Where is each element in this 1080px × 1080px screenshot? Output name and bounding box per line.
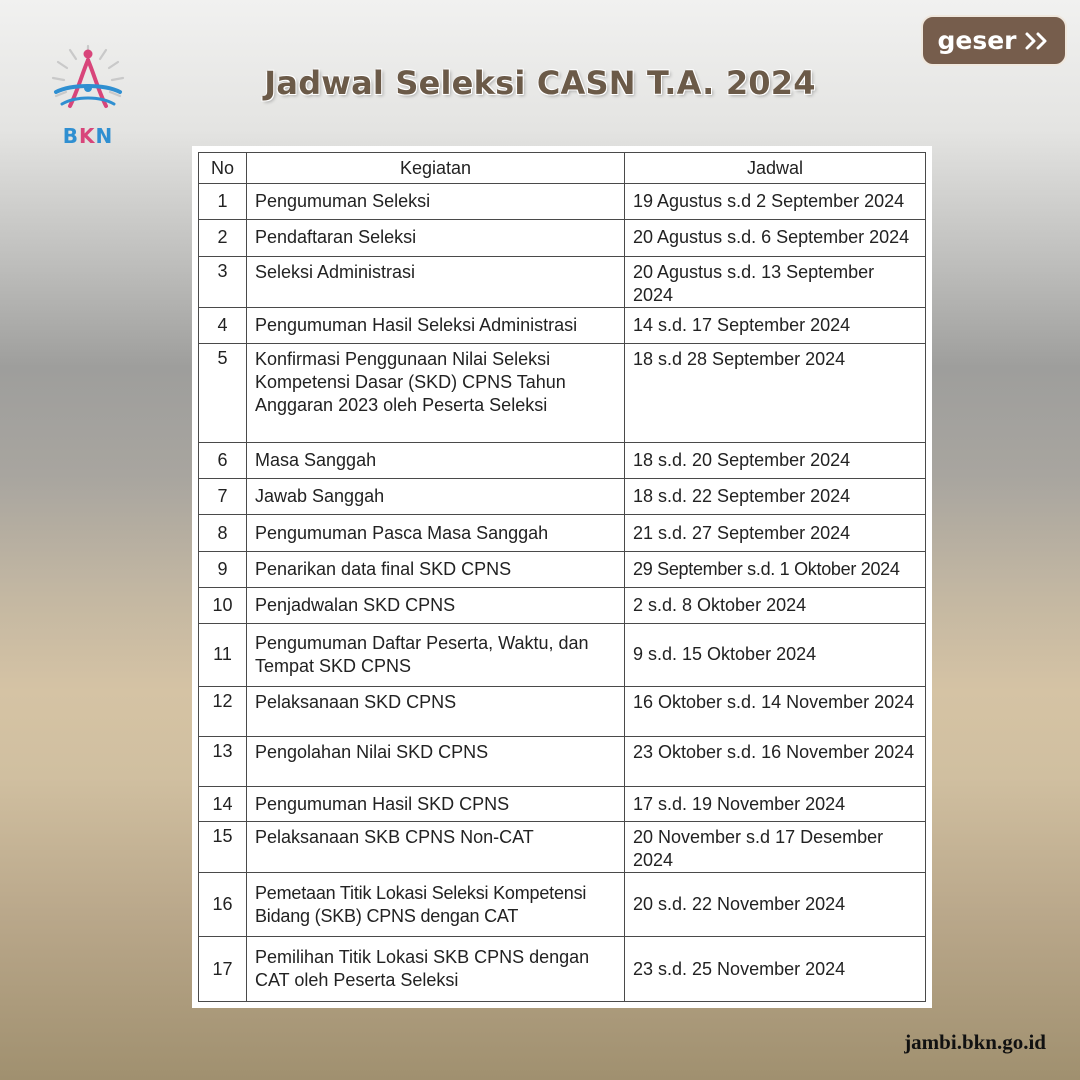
table-row [199, 787, 926, 821]
table-row [199, 442, 926, 478]
table-row [199, 515, 926, 551]
table-row [199, 479, 926, 515]
row-kegiatan: Pemetaan Titik Lokasi Seleksi Kompetensi Bidang (SKB) CPNS dengan CAT [247, 873, 625, 937]
row-jadwal: 16 Oktober s.d. 14 November 2024 [625, 686, 926, 736]
logo-letter-b: B [62, 124, 79, 148]
row-jadwal: 18 s.d. 22 September 2024 [625, 479, 926, 515]
row-kegiatan: Seleksi Administrasi [247, 256, 625, 307]
row-no: 11 [199, 624, 247, 686]
row-jadwal: 20 Agustus s.d. 6 September 2024 [625, 220, 926, 256]
row-jadwal: 23 Oktober s.d. 16 November 2024 [625, 737, 926, 787]
table-row [199, 587, 926, 623]
row-kegiatan: Konfirmasi Penggunaan Nilai Seleksi Kompetensi Dasar (SKD) CPNS Tahun Anggaran 2023 oleh Peserta Seleksi [247, 344, 625, 443]
row-jadwal: 9 s.d. 15 Oktober 2024 [625, 624, 926, 686]
row-kegiatan: Jawab Sanggah [247, 479, 625, 515]
row-no: 16 [199, 873, 247, 937]
table-header-row [199, 153, 926, 184]
row-no: 6 [199, 442, 247, 478]
row-kegiatan: Pengumuman Seleksi [247, 184, 625, 220]
row-kegiatan: Pelaksanaan SKD CPNS [247, 686, 625, 736]
table-row [199, 551, 926, 587]
table-row [199, 937, 926, 1002]
row-kegiatan: Penjadwalan SKD CPNS [247, 587, 625, 623]
table-row [199, 821, 926, 872]
row-jadwal: 14 s.d. 17 September 2024 [625, 307, 926, 343]
logo-letter-k: K [79, 124, 96, 148]
header-jadwal: Jadwal [625, 153, 926, 184]
table-row [199, 184, 926, 220]
row-no: 12 [199, 686, 247, 736]
website-url: jambi.bkn.go.id [904, 1030, 1046, 1054]
row-jadwal: 23 s.d. 25 November 2024 [625, 937, 926, 1002]
row-no: 3 [199, 256, 247, 307]
row-no: 5 [199, 344, 247, 443]
row-kegiatan: Penarikan data final SKD CPNS [247, 551, 625, 587]
row-no: 9 [199, 551, 247, 587]
row-jadwal: 17 s.d. 19 November 2024 [625, 787, 926, 821]
table-row [199, 873, 926, 937]
row-kegiatan: Pengolahan Nilai SKD CPNS [247, 737, 625, 787]
row-no: 13 [199, 737, 247, 787]
geser-label: geser [937, 26, 1017, 55]
row-no: 14 [199, 787, 247, 821]
header-no: No [199, 153, 247, 184]
row-kegiatan: Pengumuman Hasil Seleksi Administrasi [247, 307, 625, 343]
row-no: 7 [199, 479, 247, 515]
table-row [199, 220, 926, 256]
row-kegiatan: Pemilihan Titik Lokasi SKB CPNS dengan CAT oleh Peserta Seleksi [247, 937, 625, 1002]
row-kegiatan: Masa Sanggah [247, 442, 625, 478]
row-no: 1 [199, 184, 247, 220]
table-row [199, 624, 926, 686]
table-row [199, 737, 926, 787]
schedule-table [198, 152, 926, 1002]
table-row [199, 307, 926, 343]
table-row [199, 256, 926, 307]
row-no: 8 [199, 515, 247, 551]
row-jadwal: 2 s.d. 8 Oktober 2024 [625, 587, 926, 623]
row-no: 4 [199, 307, 247, 343]
row-jadwal: 19 Agustus s.d 2 September 2024 [625, 184, 926, 220]
row-no: 10 [199, 587, 247, 623]
row-kegiatan: Pengumuman Hasil SKD CPNS [247, 787, 625, 821]
row-no: 17 [199, 937, 247, 1002]
row-jadwal: 20 November s.d 17 Desember 2024 [625, 821, 926, 872]
logo-wordmark [48, 124, 128, 148]
double-chevron-right-icon [1023, 30, 1051, 52]
row-jadwal: 20 s.d. 22 November 2024 [625, 873, 926, 937]
schedule-table-container [192, 146, 932, 1008]
logo-letter-n: N [95, 124, 114, 148]
row-kegiatan: Pengumuman Pasca Masa Sanggah [247, 515, 625, 551]
row-no: 15 [199, 821, 247, 872]
page-title: Jadwal Seleksi CASN T.A. 2024 [264, 64, 816, 102]
row-kegiatan: Pelaksanaan SKB CPNS Non-CAT [247, 821, 625, 872]
row-jadwal: 18 s.d. 20 September 2024 [625, 442, 926, 478]
row-kegiatan: Pendaftaran Seleksi [247, 220, 625, 256]
row-jadwal: 18 s.d 28 September 2024 [625, 344, 926, 443]
header-kegiatan: Kegiatan [247, 153, 625, 184]
table-row [199, 686, 926, 736]
row-jadwal: 29 September s.d. 1 Oktober 2024 [625, 551, 926, 587]
row-jadwal: 20 Agustus s.d. 13 September 2024 [625, 256, 926, 307]
row-kegiatan: Pengumuman Daftar Peserta, Waktu, dan Tempat SKD CPNS [247, 624, 625, 686]
table-row [199, 344, 926, 443]
row-jadwal: 21 s.d. 27 September 2024 [625, 515, 926, 551]
row-no: 2 [199, 220, 247, 256]
geser-button[interactable] [921, 15, 1067, 66]
